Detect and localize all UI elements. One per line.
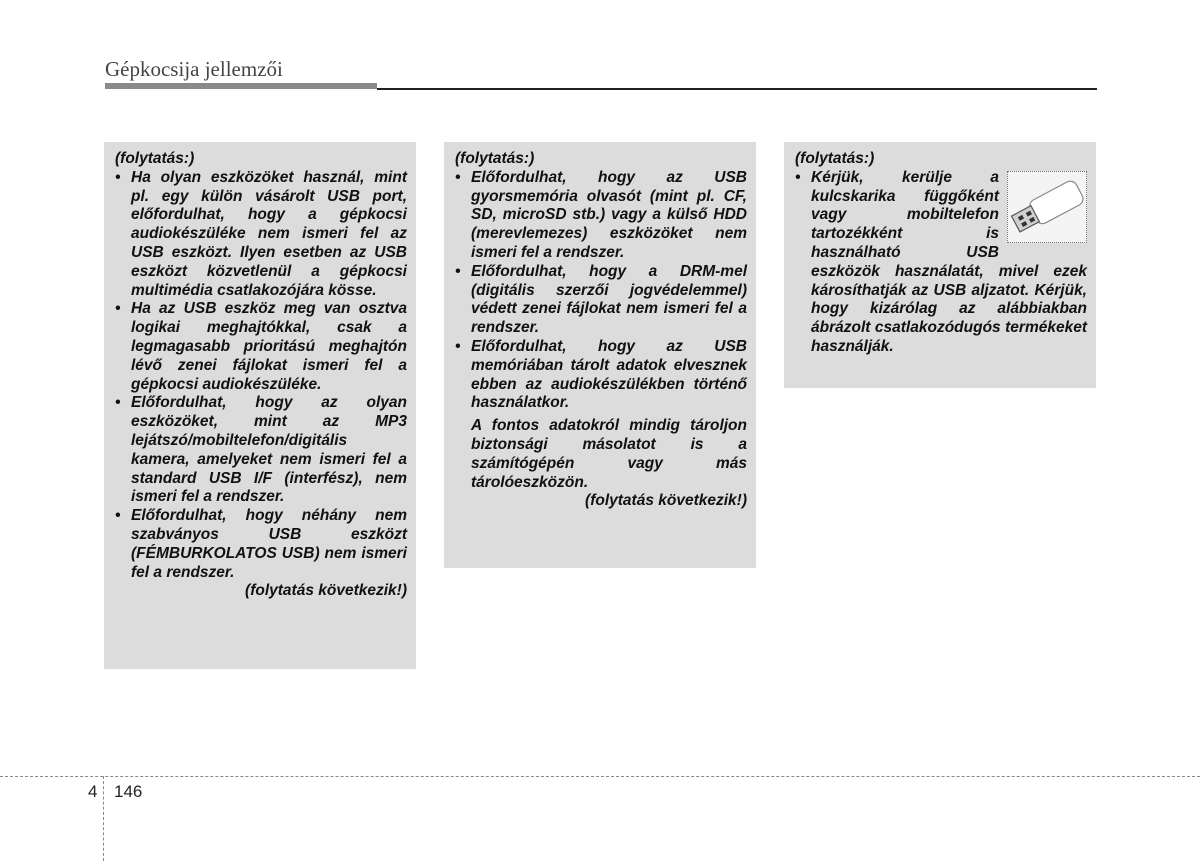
header-rule-thick: [105, 83, 377, 89]
continued-heading: (folytatás:): [455, 150, 535, 167]
footer-dashed-divider: [103, 776, 104, 861]
bullet-item: • Előfordulhat, hogy az olyan eszközöket, mint az MP3 lejátszó/mobiltelefon/digitális kamera, amelyeket nem ismeri fel a standard USB I/F (interfész), nem ismeri fel a rendszer.: [115, 394, 407, 507]
note-box-middle: [444, 142, 756, 568]
footer-dashed-rule: [0, 776, 1200, 777]
chapter-number: 4: [88, 782, 98, 801]
continued-footer: (folytatás következik!): [585, 492, 747, 510]
continued-footer: (folytatás következik!): [245, 582, 407, 600]
backup-note: A fontos adatokról mindig tároljon biztonsági másolatot is a számítógépén vagy más tárolóeszközön.: [471, 417, 747, 491]
continued-heading: (folytatás:): [115, 150, 195, 167]
note-box-left: [104, 142, 416, 669]
bullet-item: • Előfordulhat, hogy az USB memóriában tárolt adatok elvesznek ebben az audiokészülékben történő használatkor.: [455, 338, 747, 413]
bullet-item: • Előfordulhat, hogy néhány nem szabványos USB eszközt (FÉMBURKOLATOS USB) nem ismeri fel a rendszer.: [115, 507, 407, 582]
bullet-item: • Ha az USB eszköz meg van osztva logikai meghajtókkal, csak a legmagasabb prioritású meghajtón lévő zenei fájlokat ismeri fel a gépkocsi audiokészüléke.: [115, 300, 407, 394]
bullet-item: • Előfordulhat, hogy az USB gyorsmemória olvasót (mint pl. CF, SD, microSD stb.) vagy a külső HDD (merevlemezes) eszközöket nem ismeri fel a rendszer.: [455, 169, 747, 263]
page-header-title: Gépkocsija jellemzői: [105, 57, 283, 81]
bullet-item: • Kérjük, kerülje a kulcskarika függőként vagy mobiltelefon tartozékként is használható USB eszközök használatát, mivel ezek károsíthatják az USB aljzatot. Kérjük, hogy kizárólag az alábbiakban ábrázolt csatlakozódugós termékeket használják.: [795, 169, 1087, 357]
bullet-item: • Előfordulhat, hogy a DRM-mel (digitális szerzői jogvédelemmel) védett zenei fájlokat nem ismeri fel a rendszer.: [455, 263, 747, 338]
continued-heading: (folytatás:): [795, 150, 875, 167]
header-rule-thin: [377, 88, 1097, 90]
page-number: 146: [114, 782, 143, 801]
bullet-item: • Ha olyan eszközöket használ, mint pl. egy külön vásárolt USB port, előfordulhat, hogy a gépkocsi audiokészüléke nem ismeri fel az USB eszközt. Ilyen esetben az USB eszközt közvetlenül a gépkocsi multimédia csatlakozójára kösse.: [115, 169, 407, 301]
note-box-right: [784, 142, 1096, 388]
